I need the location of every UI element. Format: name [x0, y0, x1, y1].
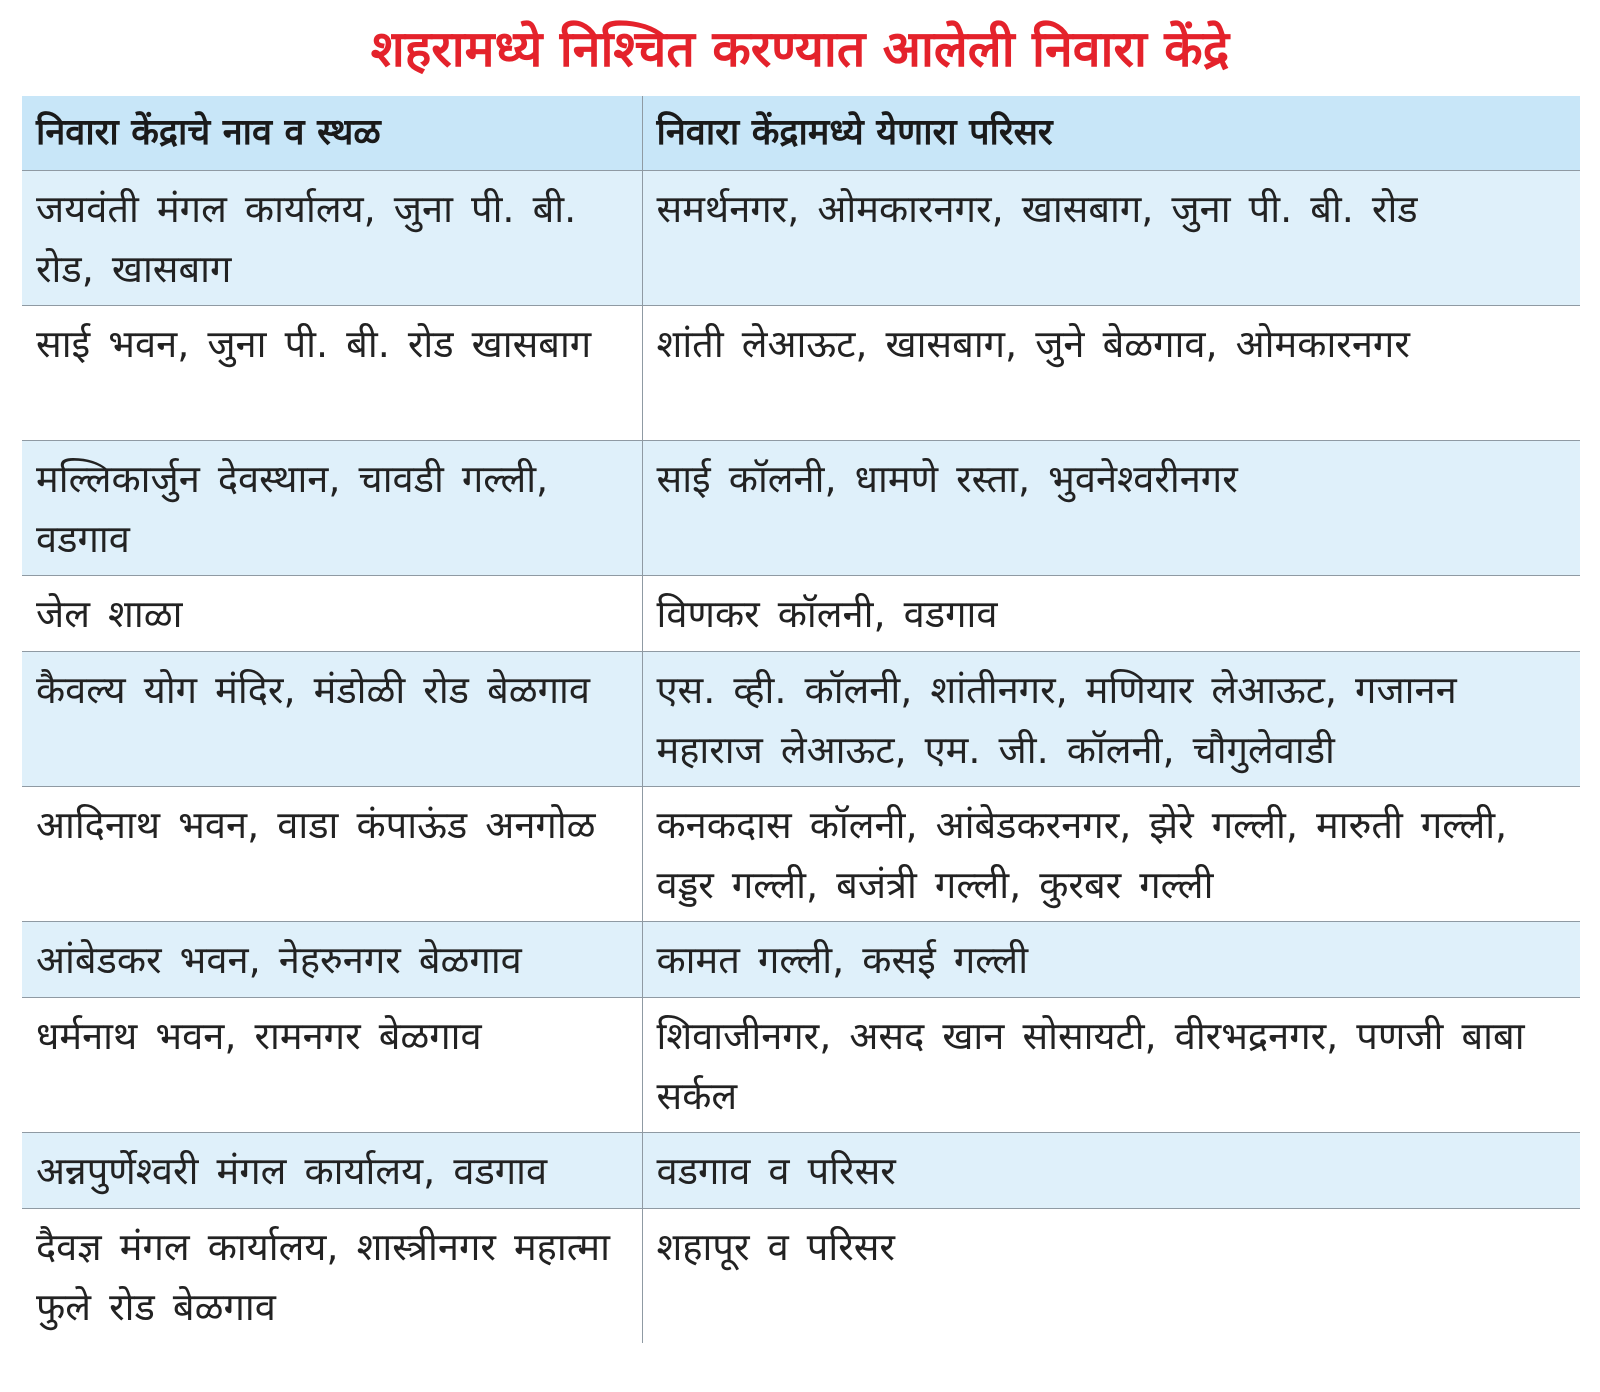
table-row	[22, 171, 1580, 306]
covered-area-cell: कनकदास कॉलनी, आंबेडकरनगर, झेरे गल्ली, मारुती गल्ली, वड्डर गल्ली, बजंत्री गल्ली, कुरबर गल्ली	[642, 787, 1580, 922]
covered-area-cell: वडगाव व परिसर	[642, 1133, 1580, 1209]
column-header-shelter-name: निवारा केंद्राचे नाव व स्थळ	[22, 96, 642, 171]
shelter-name-cell: दैवज्ञ मंगल कार्यालय, शास्त्रीनगर महात्मा फुले रोड बेळगाव	[22, 1209, 642, 1344]
table-row	[22, 1133, 1580, 1209]
table-row	[22, 998, 1580, 1133]
covered-area-cell: शिवाजीनगर, असद खान सोसायटी, वीरभद्रनगर, पणजी बाबा सर्कल	[642, 998, 1580, 1133]
covered-area-cell: शहापूर व परिसर	[642, 1209, 1580, 1344]
shelter-name-cell: जेल शाळा	[22, 576, 642, 652]
shelter-name-cell: आंबेडकर भवन, नेहरुनगर बेळगाव	[22, 922, 642, 998]
shelter-table	[22, 96, 1580, 1343]
covered-area-cell: समर्थनगर, ओमकारनगर, खासबाग, जुना पी. बी. रोड	[642, 171, 1580, 306]
covered-area-cell: शांती लेआऊट, खासबाग, जुने बेळगाव, ओमकारनगर	[642, 306, 1580, 441]
shelter-name-cell: मल्लिकार्जुन देवस्थान, चावडी गल्ली, वडगाव	[22, 441, 642, 576]
shelter-name-cell: धर्मनाथ भवन, रामनगर बेळगाव	[22, 998, 642, 1133]
table-row	[22, 922, 1580, 998]
shelter-name-cell: जयवंती मंगल कार्यालय, जुना पी. बी. रोड, खासबाग	[22, 171, 642, 306]
column-header-covered-area: निवारा केंद्रामध्ये येणारा परिसर	[642, 96, 1580, 171]
covered-area-cell: एस. व्ही. कॉलनी, शांतीनगर, मणियार लेआऊट, गजानन महाराज लेआऊट, एम. जी. कॉलनी, चौगुलेवाडी	[642, 652, 1580, 787]
covered-area-cell: साई कॉलनी, धामणे रस्ता, भुवनेश्वरीनगर	[642, 441, 1580, 576]
shelter-name-cell: आदिनाथ भवन, वाडा कंपाऊंड अनगोळ	[22, 787, 642, 922]
table-row	[22, 1209, 1580, 1344]
table-row	[22, 576, 1580, 652]
shelter-name-cell: कैवल्य योग मंदिर, मंडोळी रोड बेळगाव	[22, 652, 642, 787]
page-title: शहरामध्ये निश्चित करण्यात आलेली निवारा केंद्रे	[370, 20, 1230, 78]
table-row	[22, 441, 1580, 576]
table-row	[22, 306, 1580, 441]
covered-area-cell: कामत गल्ली, कसई गल्ली	[642, 922, 1580, 998]
table-row	[22, 652, 1580, 787]
table-header-row	[22, 96, 1580, 171]
table-row	[22, 787, 1580, 922]
covered-area-cell: विणकर कॉलनी, वडगाव	[642, 576, 1580, 652]
shelter-name-cell: साई भवन, जुना पी. बी. रोड खासबाग	[22, 306, 642, 441]
shelter-name-cell: अन्नपुर्णेश्वरी मंगल कार्यालय, वडगाव	[22, 1133, 642, 1209]
